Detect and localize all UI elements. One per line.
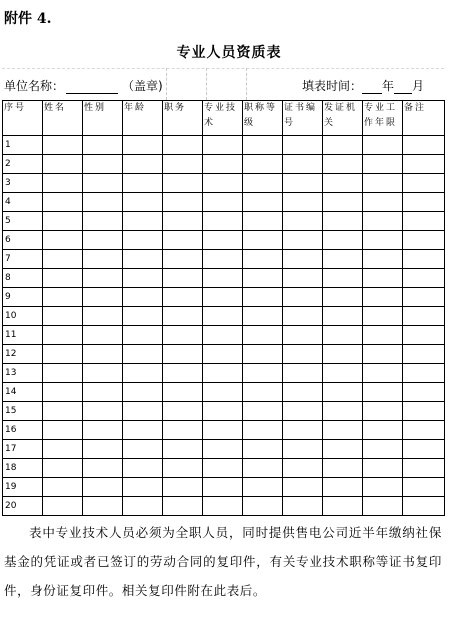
table-cell bbox=[283, 307, 323, 326]
table-row bbox=[3, 307, 445, 326]
attachment-label: 附件 4. bbox=[4, 11, 52, 27]
table-cell bbox=[43, 193, 83, 212]
table-cell bbox=[283, 345, 323, 364]
column-header: 性别 bbox=[83, 101, 123, 136]
table-cell bbox=[203, 345, 243, 364]
table-cell bbox=[43, 497, 83, 516]
table-header-row bbox=[3, 101, 445, 136]
table-cell bbox=[123, 212, 163, 231]
fill-date-field bbox=[302, 77, 424, 94]
table-cell bbox=[243, 288, 283, 307]
row-number: 6 bbox=[3, 231, 43, 250]
table-cell bbox=[283, 440, 323, 459]
table-cell bbox=[323, 307, 363, 326]
table-cell bbox=[283, 421, 323, 440]
row-number: 4 bbox=[3, 193, 43, 212]
row-number: 2 bbox=[3, 155, 43, 174]
table-cell bbox=[123, 345, 163, 364]
table-cell bbox=[83, 326, 123, 345]
table-cell bbox=[363, 307, 403, 326]
table-cell bbox=[43, 402, 83, 421]
table-cell bbox=[203, 155, 243, 174]
row-number: 16 bbox=[3, 421, 43, 440]
table-cell bbox=[323, 136, 363, 155]
table-cell bbox=[243, 402, 283, 421]
table-cell bbox=[203, 421, 243, 440]
table-cell bbox=[363, 193, 403, 212]
table-cell bbox=[363, 402, 403, 421]
table-cell bbox=[243, 459, 283, 478]
table-cell bbox=[283, 231, 323, 250]
table-cell bbox=[43, 136, 83, 155]
table-cell bbox=[243, 307, 283, 326]
table-cell bbox=[83, 250, 123, 269]
table-cell bbox=[403, 288, 445, 307]
table-cell bbox=[203, 269, 243, 288]
table-cell bbox=[283, 402, 323, 421]
table-cell bbox=[363, 136, 403, 155]
table-cell bbox=[43, 326, 83, 345]
layout-guide bbox=[166, 68, 167, 100]
table-cell bbox=[243, 212, 283, 231]
column-header: 年龄 bbox=[123, 101, 163, 136]
stamp-label: （盖章) bbox=[122, 79, 163, 93]
table-cell bbox=[323, 269, 363, 288]
table-cell bbox=[323, 478, 363, 497]
unit-name-field bbox=[4, 77, 163, 94]
table-cell bbox=[203, 326, 243, 345]
table-row bbox=[3, 288, 445, 307]
table-cell bbox=[363, 345, 403, 364]
table-cell bbox=[43, 345, 83, 364]
table-cell bbox=[403, 364, 445, 383]
table-cell bbox=[323, 364, 363, 383]
table-cell bbox=[43, 288, 83, 307]
table-cell bbox=[323, 402, 363, 421]
table-cell bbox=[83, 212, 123, 231]
table-cell bbox=[243, 136, 283, 155]
table-cell bbox=[203, 440, 243, 459]
row-number: 8 bbox=[3, 269, 43, 288]
table-cell bbox=[283, 497, 323, 516]
row-number: 1 bbox=[3, 136, 43, 155]
layout-guide bbox=[206, 68, 207, 100]
table-cell bbox=[83, 345, 123, 364]
table-cell bbox=[323, 193, 363, 212]
table-cell bbox=[83, 383, 123, 402]
column-header: 职称等级 bbox=[243, 101, 283, 136]
column-header: 姓名 bbox=[43, 101, 83, 136]
table-cell bbox=[43, 307, 83, 326]
table-cell bbox=[363, 250, 403, 269]
table-cell bbox=[203, 212, 243, 231]
table-cell bbox=[83, 155, 123, 174]
table-cell bbox=[43, 440, 83, 459]
row-number: 19 bbox=[3, 478, 43, 497]
table-cell bbox=[43, 250, 83, 269]
row-number: 14 bbox=[3, 383, 43, 402]
table-cell bbox=[123, 440, 163, 459]
table-cell bbox=[83, 269, 123, 288]
table-cell bbox=[83, 364, 123, 383]
column-header: 序号 bbox=[3, 101, 43, 136]
table-cell bbox=[363, 326, 403, 345]
row-number: 17 bbox=[3, 440, 43, 459]
table-cell bbox=[83, 402, 123, 421]
table-cell bbox=[163, 174, 203, 193]
row-number: 5 bbox=[3, 212, 43, 231]
table-cell bbox=[363, 212, 403, 231]
personnel-table bbox=[2, 100, 445, 516]
table-cell bbox=[123, 307, 163, 326]
table-cell bbox=[363, 174, 403, 193]
table-cell bbox=[83, 193, 123, 212]
table-cell bbox=[123, 193, 163, 212]
table-cell bbox=[323, 174, 363, 193]
table-cell bbox=[203, 383, 243, 402]
table-note: 表中专业技术人员必须为全职人员，同时提供售电公司近半年缴纳社保基金的凭证或者已签订的劳动合同的复印件，有关专业技术职称等证书复印件，身份证复印件。相关复印件附在此表后。 bbox=[4, 525, 442, 598]
table-row bbox=[3, 459, 445, 478]
table-cell bbox=[283, 478, 323, 497]
table-row bbox=[3, 345, 445, 364]
table-cell bbox=[43, 231, 83, 250]
table-cell bbox=[83, 174, 123, 193]
table-cell bbox=[123, 383, 163, 402]
table-cell bbox=[83, 440, 123, 459]
table-cell bbox=[283, 383, 323, 402]
table-cell bbox=[403, 193, 445, 212]
table-cell bbox=[83, 421, 123, 440]
table-cell bbox=[163, 383, 203, 402]
layout-guide bbox=[2, 68, 444, 69]
table-cell bbox=[83, 288, 123, 307]
table-cell bbox=[123, 459, 163, 478]
table-cell bbox=[163, 402, 203, 421]
table-cell bbox=[43, 478, 83, 497]
table-cell bbox=[283, 250, 323, 269]
header-info-row bbox=[2, 68, 444, 100]
table-cell bbox=[83, 459, 123, 478]
table-cell bbox=[163, 478, 203, 497]
table-row bbox=[3, 364, 445, 383]
table-row bbox=[3, 231, 445, 250]
table-cell bbox=[203, 307, 243, 326]
table-cell bbox=[123, 478, 163, 497]
unit-name-label: 单位名称： bbox=[4, 79, 65, 93]
table-cell bbox=[363, 497, 403, 516]
table-row bbox=[3, 402, 445, 421]
table-row bbox=[3, 250, 445, 269]
column-header: 备注 bbox=[403, 101, 445, 136]
column-header: 专业技术 bbox=[203, 101, 243, 136]
table-cell bbox=[323, 326, 363, 345]
year-blank bbox=[362, 81, 382, 94]
row-number: 3 bbox=[3, 174, 43, 193]
table-cell bbox=[403, 383, 445, 402]
table-row bbox=[3, 155, 445, 174]
layout-guide bbox=[246, 68, 247, 100]
table-row bbox=[3, 383, 445, 402]
table-cell bbox=[123, 364, 163, 383]
table-cell bbox=[323, 421, 363, 440]
table-row bbox=[3, 174, 445, 193]
row-number: 7 bbox=[3, 250, 43, 269]
table-cell bbox=[363, 421, 403, 440]
table-row bbox=[3, 136, 445, 155]
table-cell bbox=[283, 136, 323, 155]
table-cell bbox=[243, 326, 283, 345]
table-cell bbox=[283, 174, 323, 193]
table-cell bbox=[363, 459, 403, 478]
table-cell bbox=[403, 345, 445, 364]
year-suffix: 年 bbox=[382, 79, 395, 93]
table-cell bbox=[243, 269, 283, 288]
table-cell bbox=[323, 288, 363, 307]
table-cell bbox=[163, 440, 203, 459]
table-row bbox=[3, 440, 445, 459]
table-cell bbox=[283, 212, 323, 231]
column-header: 专业工作年限 bbox=[363, 101, 403, 136]
table-cell bbox=[203, 402, 243, 421]
table-cell bbox=[403, 136, 445, 155]
table-cell bbox=[123, 497, 163, 516]
table-cell bbox=[403, 440, 445, 459]
table-cell bbox=[403, 174, 445, 193]
column-header: 职务 bbox=[163, 101, 203, 136]
row-number: 15 bbox=[3, 402, 43, 421]
table-cell bbox=[243, 421, 283, 440]
table-row bbox=[3, 421, 445, 440]
month-blank bbox=[394, 81, 412, 94]
table-cell bbox=[163, 421, 203, 440]
table-cell bbox=[163, 345, 203, 364]
table-cell bbox=[163, 250, 203, 269]
table-cell bbox=[163, 212, 203, 231]
table-cell bbox=[163, 193, 203, 212]
table-cell bbox=[403, 402, 445, 421]
table-cell bbox=[163, 326, 203, 345]
table-cell bbox=[363, 269, 403, 288]
table-cell bbox=[43, 269, 83, 288]
table-cell bbox=[283, 269, 323, 288]
table-cell bbox=[123, 231, 163, 250]
table-cell bbox=[283, 326, 323, 345]
table-cell bbox=[323, 345, 363, 364]
table-cell bbox=[363, 383, 403, 402]
table-cell bbox=[203, 174, 243, 193]
table-cell bbox=[403, 155, 445, 174]
table-cell bbox=[123, 155, 163, 174]
fill-date-label: 填表时间： bbox=[302, 79, 363, 93]
table-cell bbox=[323, 497, 363, 516]
table-cell bbox=[323, 155, 363, 174]
row-number: 13 bbox=[3, 364, 43, 383]
table-cell bbox=[123, 326, 163, 345]
table-cell bbox=[203, 231, 243, 250]
table-row bbox=[3, 326, 445, 345]
table-row bbox=[3, 269, 445, 288]
table-cell bbox=[83, 307, 123, 326]
table-cell bbox=[403, 231, 445, 250]
table-cell bbox=[363, 288, 403, 307]
table-cell bbox=[163, 364, 203, 383]
table-cell bbox=[123, 174, 163, 193]
table-cell bbox=[403, 459, 445, 478]
table-cell bbox=[403, 478, 445, 497]
table-cell bbox=[403, 497, 445, 516]
table-cell bbox=[203, 497, 243, 516]
table-cell bbox=[203, 193, 243, 212]
table-cell bbox=[243, 345, 283, 364]
table-cell bbox=[123, 136, 163, 155]
unit-name-blank bbox=[66, 81, 118, 94]
table-cell bbox=[43, 383, 83, 402]
table-cell bbox=[43, 212, 83, 231]
table-cell bbox=[243, 364, 283, 383]
table-cell bbox=[243, 440, 283, 459]
table-cell bbox=[363, 231, 403, 250]
table-cell bbox=[323, 459, 363, 478]
table-cell bbox=[203, 136, 243, 155]
table-row bbox=[3, 497, 445, 516]
table-cell bbox=[283, 459, 323, 478]
row-number: 12 bbox=[3, 345, 43, 364]
table-row bbox=[3, 478, 445, 497]
table-cell bbox=[123, 402, 163, 421]
table-cell bbox=[203, 288, 243, 307]
table-cell bbox=[43, 421, 83, 440]
table-cell bbox=[163, 269, 203, 288]
table-cell bbox=[323, 250, 363, 269]
table-cell bbox=[363, 364, 403, 383]
table-cell bbox=[243, 497, 283, 516]
table-cell bbox=[243, 155, 283, 174]
table-cell bbox=[283, 193, 323, 212]
table-cell bbox=[203, 459, 243, 478]
table-cell bbox=[323, 440, 363, 459]
column-header: 发证机关 bbox=[323, 101, 363, 136]
table-cell bbox=[363, 478, 403, 497]
table-cell bbox=[403, 212, 445, 231]
table-cell bbox=[403, 326, 445, 345]
row-number: 11 bbox=[3, 326, 43, 345]
table-cell bbox=[283, 288, 323, 307]
table-cell bbox=[363, 155, 403, 174]
table-cell bbox=[43, 174, 83, 193]
table-cell bbox=[43, 459, 83, 478]
table-cell bbox=[403, 307, 445, 326]
table-cell bbox=[323, 212, 363, 231]
table-cell bbox=[403, 421, 445, 440]
table-cell bbox=[123, 269, 163, 288]
table-cell bbox=[83, 136, 123, 155]
month-suffix: 月 bbox=[412, 79, 425, 93]
table-cell bbox=[83, 497, 123, 516]
page-title: 专业人员资质表 bbox=[176, 45, 282, 61]
table-cell bbox=[43, 364, 83, 383]
table-cell bbox=[163, 155, 203, 174]
table-cell bbox=[203, 478, 243, 497]
table-cell bbox=[43, 155, 83, 174]
table-cell bbox=[203, 250, 243, 269]
table-cell bbox=[243, 231, 283, 250]
table-cell bbox=[243, 193, 283, 212]
table-cell bbox=[163, 497, 203, 516]
table-cell bbox=[123, 421, 163, 440]
table-cell bbox=[283, 155, 323, 174]
table-cell bbox=[203, 364, 243, 383]
row-number: 9 bbox=[3, 288, 43, 307]
table-cell bbox=[243, 383, 283, 402]
table-cell bbox=[323, 383, 363, 402]
table-cell bbox=[163, 288, 203, 307]
row-number: 20 bbox=[3, 497, 43, 516]
table-cell bbox=[163, 136, 203, 155]
table-row bbox=[3, 193, 445, 212]
table-cell bbox=[163, 231, 203, 250]
table-cell bbox=[243, 250, 283, 269]
row-number: 18 bbox=[3, 459, 43, 478]
table-cell bbox=[363, 440, 403, 459]
table-cell bbox=[243, 478, 283, 497]
table-cell bbox=[243, 174, 283, 193]
table-cell bbox=[403, 250, 445, 269]
table-cell bbox=[123, 288, 163, 307]
table-cell bbox=[163, 307, 203, 326]
table-cell bbox=[123, 250, 163, 269]
table-cell bbox=[163, 459, 203, 478]
table-row bbox=[3, 212, 445, 231]
table-cell bbox=[283, 364, 323, 383]
table-cell bbox=[83, 231, 123, 250]
table-cell bbox=[323, 231, 363, 250]
table-cell bbox=[83, 478, 123, 497]
row-number: 10 bbox=[3, 307, 43, 326]
column-header: 证书编号 bbox=[283, 101, 323, 136]
table-cell bbox=[403, 269, 445, 288]
